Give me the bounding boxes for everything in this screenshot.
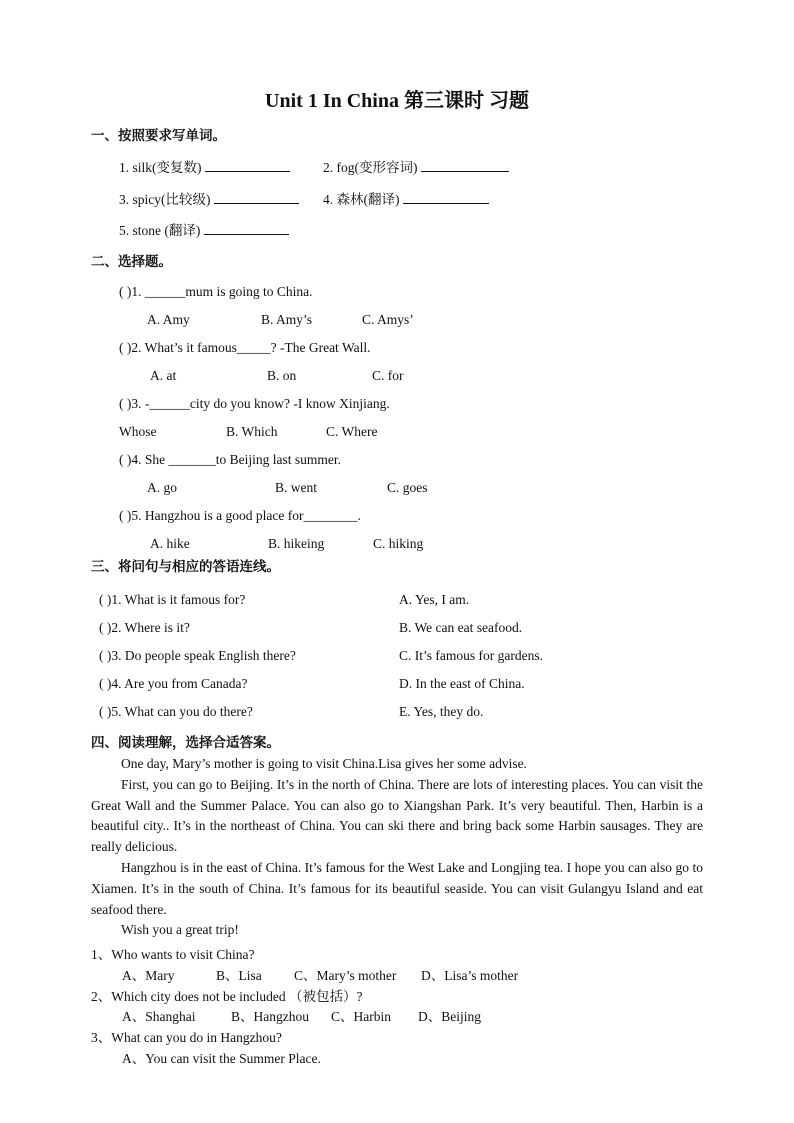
rq1-option-b: B、Lisa: [216, 968, 262, 983]
match-answer-a: A. Yes, I am.: [399, 592, 470, 607]
mc-q3-option-c: C. Where: [326, 424, 378, 439]
word-item-2-blank[interactable]: [421, 157, 509, 172]
mc-q5-option-a: A. hike: [150, 536, 190, 551]
word-item-1-label: 1. silk(变复数): [119, 160, 202, 175]
rq1-option-c: C、Mary’s mother: [294, 968, 397, 983]
mc-q5-option-c: C. hiking: [373, 536, 424, 551]
reading-question-1: 1、Who wants to visit China?: [91, 947, 255, 962]
section-1-heading: 一、按照要求写单词。: [91, 128, 226, 144]
mc-q2-option-c: C. for: [372, 368, 404, 383]
word-item-4-label: 4. 森林(翻译): [323, 192, 400, 207]
word-item-2: [323, 156, 509, 176]
mc-q1-option-c: C. Amys’: [362, 312, 414, 327]
page-title: Unit 1 In China 第三课时 习题: [265, 90, 529, 112]
word-item-4-blank[interactable]: [403, 189, 489, 204]
reading-question-3: 3、What can you do in Hangzhou?: [91, 1030, 282, 1045]
rq2-option-d: D、Beijing: [418, 1009, 481, 1024]
match-answer-b: B. We can eat seafood.: [399, 620, 523, 635]
match-question-3: ( )3. Do people speak English there?: [99, 648, 296, 663]
rq3-option-a: A、You can visit the Summer Place.: [122, 1051, 321, 1066]
reading-passage: [91, 754, 703, 941]
section-3-heading: 三、将问句与相应的答语连线。: [91, 559, 280, 575]
passage-paragraph-3: Hangzhou is in the east of China. It’s famous for the West Lake and Longjing tea. I hope you can also go to Xiamen. It’s in the south of China. It’s famous for its beautiful seaside. You can visit Gulangyu Island and eat seafood there.: [91, 859, 703, 917]
mc-q1-option-b: B. Amy’s: [261, 312, 313, 327]
rq1-option-d: D、Lisa’s mother: [421, 968, 519, 983]
mc-q2-option-a: A. at: [150, 368, 177, 383]
word-item-3-label: 3. spicy(比较级): [119, 192, 211, 207]
mc-question-3: ( )3. -______city do you know? -I know Xinjiang.: [119, 396, 390, 411]
mc-q4-option-a: A. go: [147, 480, 177, 495]
word-item-1-blank[interactable]: [205, 157, 290, 172]
passage-paragraph-1: One day, Mary’s mother is going to visit China.Lisa gives her some advise.: [121, 756, 527, 771]
mc-q1-option-a: A. Amy: [147, 312, 190, 327]
word-item-5-blank[interactable]: [204, 220, 289, 235]
match-answer-d: D. In the east of China.: [399, 676, 525, 691]
match-answer-e: E. Yes, they do.: [399, 704, 484, 719]
mc-question-5: ( )5. Hangzhou is a good place for________.: [119, 508, 361, 523]
mc-q4-option-b: B. went: [275, 480, 317, 495]
reading-question-2: 2、Which city does not be included （被包括）?: [91, 989, 363, 1004]
passage-paragraph-2: First, you can go to Beijing. It’s in the north of China. There are lots of interesting places. You can visit the Great Wall and the Summer Palace. You can also go to Xiangshan Park. It’s very beautiful. Then, Harbin is a beautiful city.. It’s in the northeast of China. You can ski there and bring back some Harbin sausages. They are really delicious.: [91, 776, 703, 855]
passage-paragraph-4: Wish you a great trip!: [121, 922, 239, 938]
word-item-5-label: 5. stone (翻译): [119, 223, 201, 238]
word-item-2-label: 2. fog(变形容词): [323, 160, 418, 175]
word-item-1: [119, 156, 290, 176]
word-item-5: [119, 219, 289, 239]
mc-q3-option-a: Whose: [119, 424, 157, 439]
mc-q4-option-c: C. goes: [387, 480, 428, 495]
word-item-3-blank[interactable]: [214, 189, 299, 204]
match-question-5: ( )5. What can you do there?: [99, 704, 253, 719]
word-item-3: [119, 188, 299, 208]
rq2-option-c: C、Harbin: [331, 1009, 391, 1024]
word-item-4: [323, 188, 489, 208]
mc-q3-option-b: B. Which: [226, 424, 278, 439]
match-question-2: ( )2. Where is it?: [99, 620, 190, 635]
mc-question-4: ( )4. She _______to Beijing last summer.: [119, 452, 341, 467]
match-question-4: ( )4. Are you from Canada?: [99, 676, 248, 691]
rq2-option-a: A、Shanghai: [122, 1009, 196, 1024]
mc-question-1: ( )1. ______mum is going to China.: [119, 284, 313, 299]
match-answer-c: C. It’s famous for gardens.: [399, 648, 543, 663]
section-4-heading: 四、阅读理解，选择合适答案。: [91, 735, 280, 751]
mc-q5-option-b: B. hikeing: [268, 536, 325, 551]
mc-q2-option-b: B. on: [267, 368, 297, 383]
match-question-1: ( )1. What is it famous for?: [99, 592, 246, 607]
section-2-heading: 二、选择题。: [91, 254, 172, 270]
rq1-option-a: A、Mary: [122, 968, 175, 983]
mc-question-2: ( )2. What’s it famous_____? -The Great Wall.: [119, 340, 371, 355]
rq2-option-b: B、Hangzhou: [231, 1009, 309, 1024]
